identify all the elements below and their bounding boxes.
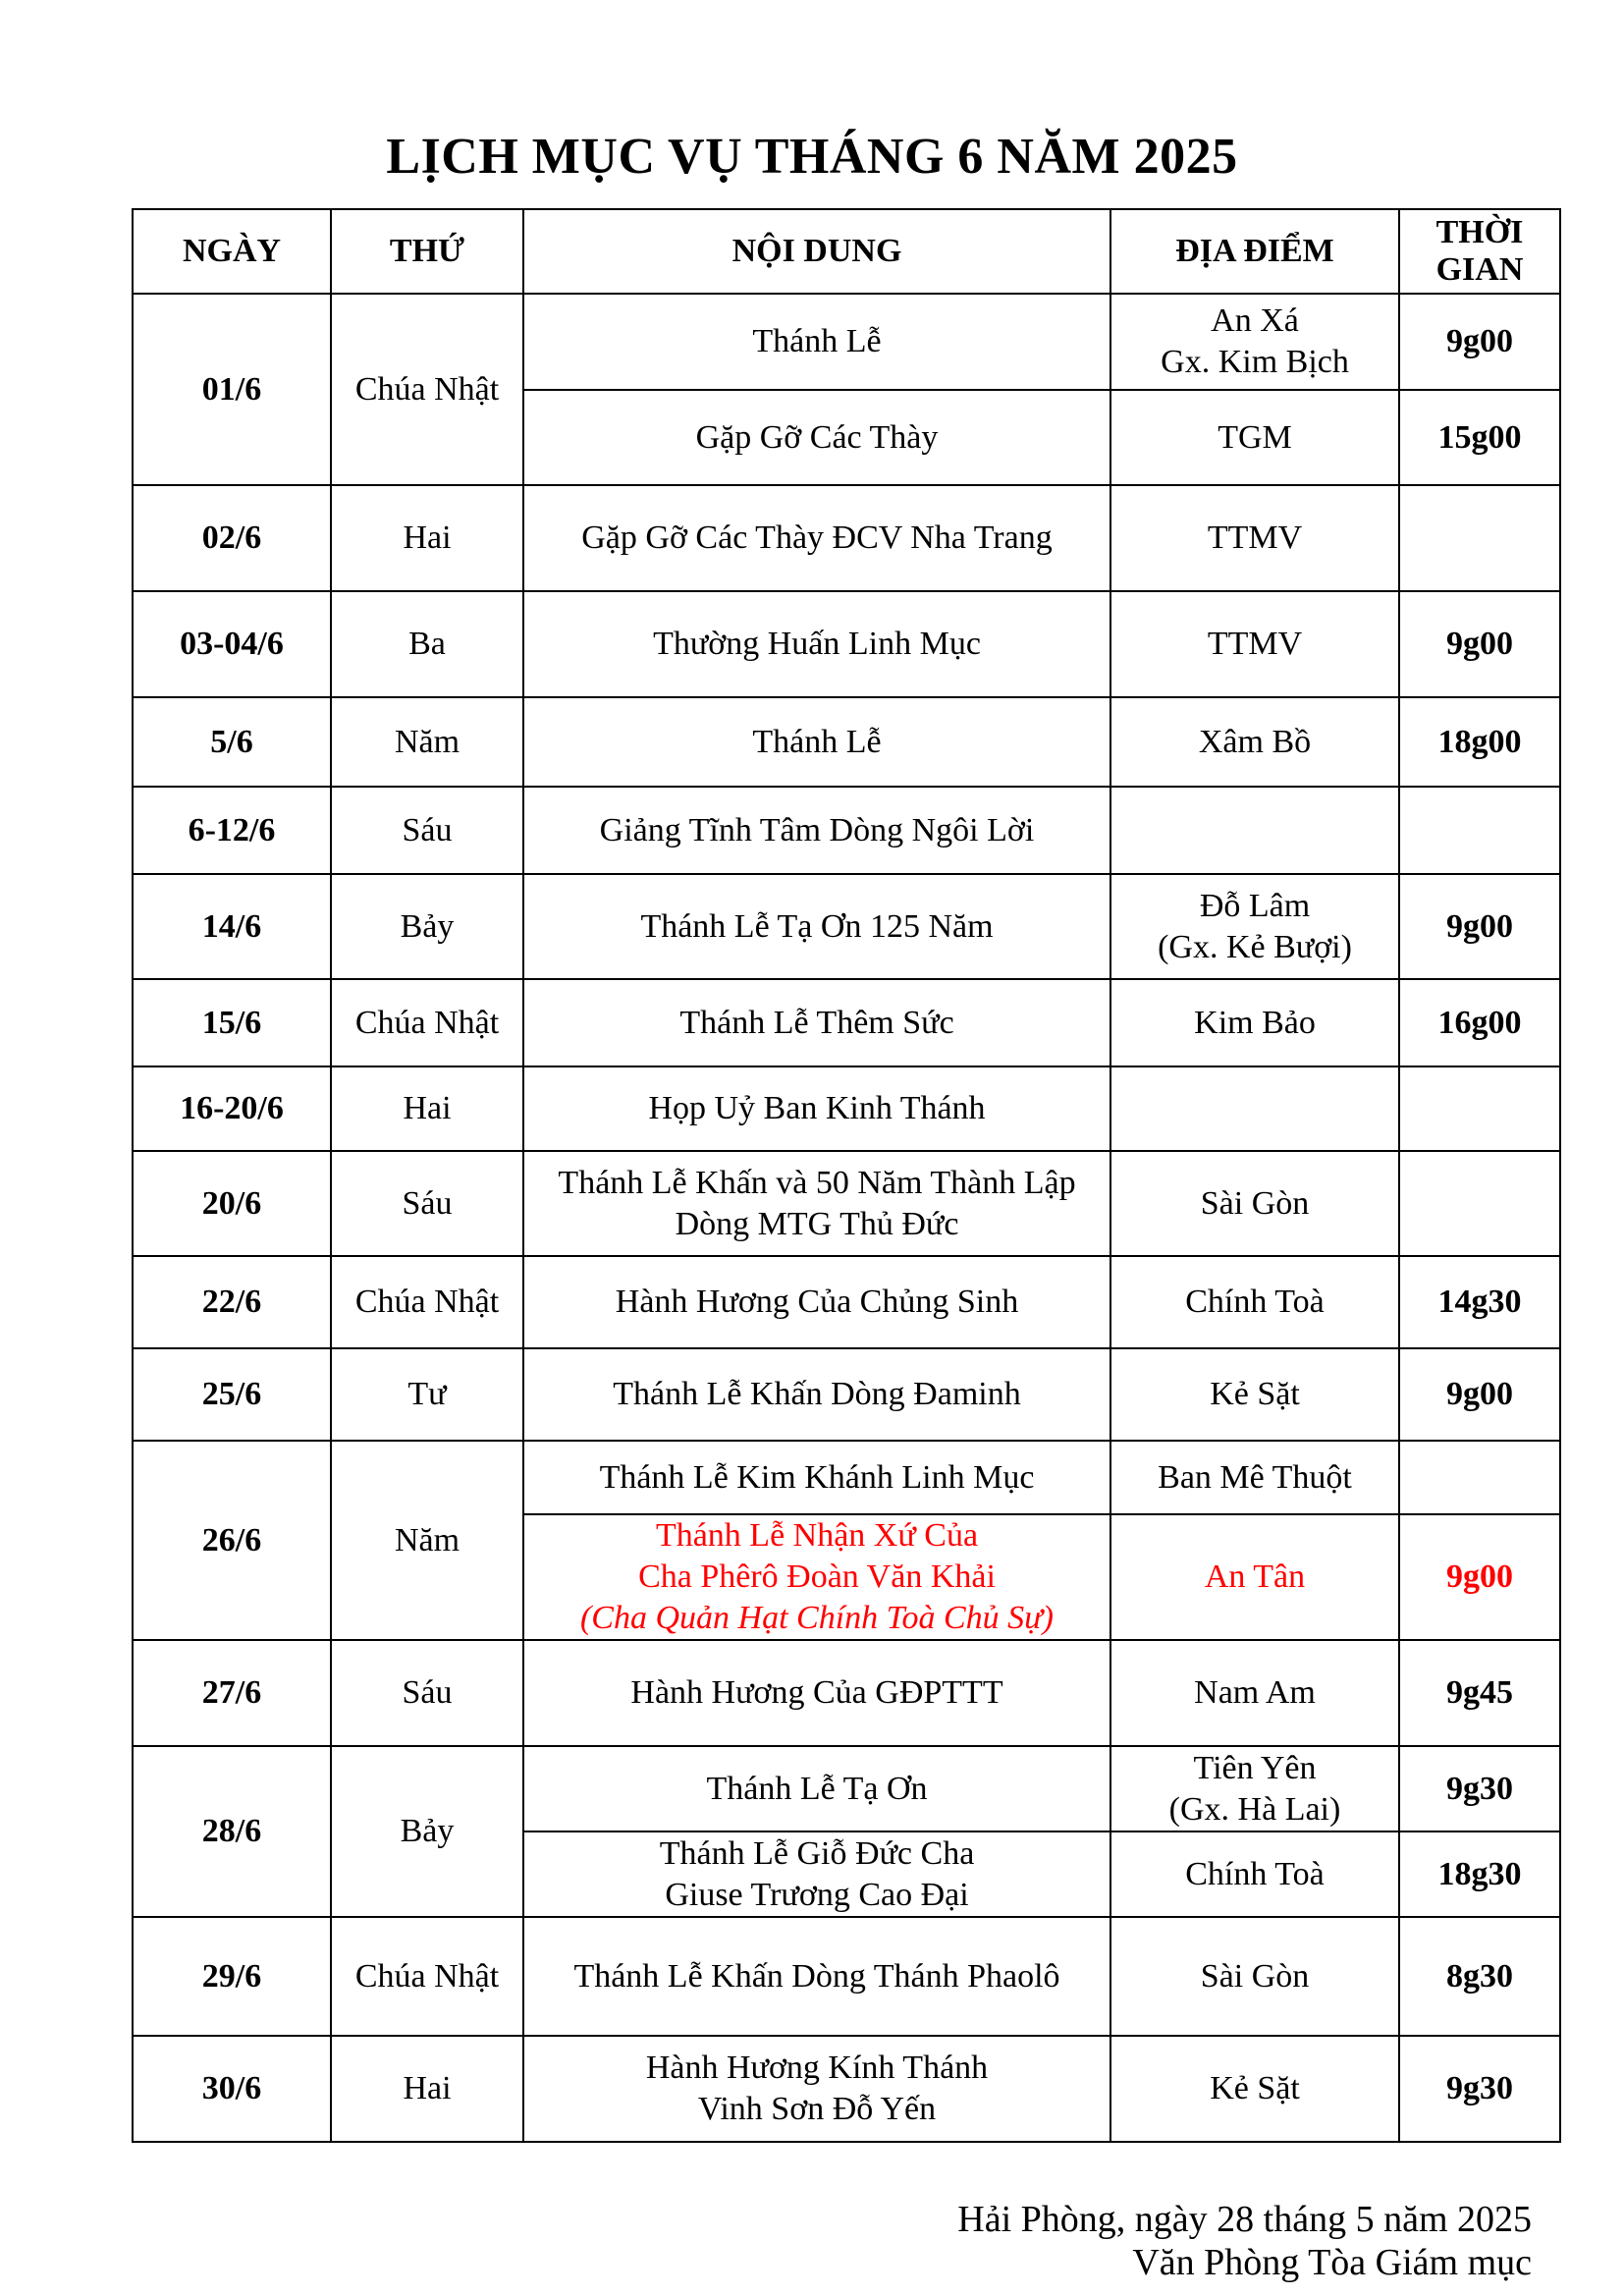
table-row xyxy=(133,874,1560,979)
place-line: TTMV xyxy=(1207,519,1303,556)
date-cell: 28/6 xyxy=(133,1746,331,1917)
time-cell xyxy=(1399,1151,1560,1256)
time-cell xyxy=(1399,485,1560,591)
place-cell xyxy=(1110,1066,1399,1151)
day-cell: Năm xyxy=(331,1441,523,1640)
place-line: Kẻ Sặt xyxy=(1210,1376,1300,1412)
content-line: Họp Uỷ Ban Kinh Thánh xyxy=(648,1090,986,1126)
date-cell: 02/6 xyxy=(133,485,331,591)
date-cell: 30/6 xyxy=(133,2036,331,2142)
place-line: An Tân xyxy=(1204,1558,1306,1595)
content-line: Giảng Tĩnh Tâm Dòng Ngôi Lời xyxy=(599,811,1035,848)
table-row xyxy=(133,1640,1560,1746)
content-line: Dòng MTG Thủ Đức xyxy=(675,1205,959,1242)
content-cell xyxy=(523,874,1110,979)
time-cell: 14g30 xyxy=(1399,1256,1560,1348)
table-row xyxy=(133,294,1560,390)
content-line: Thánh Lễ Khấn Dòng Đaminh xyxy=(613,1376,1021,1412)
place-line: TTMV xyxy=(1207,626,1303,662)
day-cell: Năm xyxy=(331,697,523,787)
content-cell xyxy=(523,591,1110,697)
day-cell: Chúa Nhật xyxy=(331,294,523,485)
time-cell: 16g00 xyxy=(1399,979,1560,1066)
content-cell xyxy=(523,1746,1110,1831)
date-cell: 27/6 xyxy=(133,1640,331,1746)
time-cell xyxy=(1399,787,1560,874)
content-cell xyxy=(523,390,1110,485)
header-day: THỨ xyxy=(331,209,523,294)
place-cell xyxy=(1110,2036,1399,2142)
place-cell xyxy=(1110,979,1399,1066)
time-cell: 9g00 xyxy=(1399,591,1560,697)
content-cell xyxy=(523,1066,1110,1151)
content-cell xyxy=(523,697,1110,787)
content-line: Gặp Gỡ Các Thày xyxy=(695,418,939,456)
header-date: NGÀY xyxy=(133,209,331,294)
day-cell: Tư xyxy=(331,1348,523,1441)
time-cell: 9g30 xyxy=(1399,1746,1560,1831)
content-line: Thánh Lễ Nhận Xứ Của xyxy=(655,1517,979,1554)
date-cell: 5/6 xyxy=(133,697,331,787)
content-line: Thánh Lễ Giỗ Đức Cha xyxy=(659,1834,975,1872)
table-row xyxy=(133,2036,1560,2142)
date-cell: 03-04/6 xyxy=(133,591,331,697)
header-content: NỘI DUNG xyxy=(523,209,1110,294)
content-line: Cha Phêrô Đoàn Văn Khải xyxy=(638,1558,996,1595)
date-cell: 22/6 xyxy=(133,1256,331,1348)
time-cell: 8g30 xyxy=(1399,1917,1560,2036)
place-cell xyxy=(1110,697,1399,787)
time-cell: 9g00 xyxy=(1399,1514,1560,1640)
time-cell: 9g00 xyxy=(1399,294,1560,390)
date-cell: 15/6 xyxy=(133,979,331,1066)
place-cell xyxy=(1110,591,1399,697)
date-cell: 6-12/6 xyxy=(133,787,331,874)
place-cell xyxy=(1110,294,1399,390)
table-row xyxy=(133,1348,1560,1441)
date-cell: 25/6 xyxy=(133,1348,331,1441)
date-cell: 14/6 xyxy=(133,874,331,979)
place-line: Xâm Bồ xyxy=(1198,723,1312,760)
place-cell xyxy=(1110,1151,1399,1256)
content-line: Gặp Gỡ Các Thày ĐCV Nha Trang xyxy=(581,519,1053,556)
place-line: (Gx. Hà Lai) xyxy=(1168,1790,1341,1828)
time-cell: 9g30 xyxy=(1399,2036,1560,2142)
footer-office: Văn Phòng Tòa Giám mục xyxy=(1132,2242,1532,2283)
time-cell: 9g00 xyxy=(1399,1348,1560,1441)
place-line: (Gx. Kẻ Bượi) xyxy=(1158,928,1352,965)
place-line: Kim Bảo xyxy=(1194,1004,1316,1041)
table-row xyxy=(133,1441,1560,1514)
place-line: Đỗ Lâm xyxy=(1199,887,1311,924)
header-place: ĐỊA ĐIỂM xyxy=(1110,209,1399,294)
content-cell xyxy=(523,2036,1110,2142)
time-cell: 18g00 xyxy=(1399,697,1560,787)
day-cell: Sáu xyxy=(331,787,523,874)
table-row xyxy=(133,1151,1560,1256)
content-line: Thánh Lễ Khấn Dòng Thánh Phaolô xyxy=(573,1957,1060,1995)
content-line: Thường Huấn Linh Mục xyxy=(653,626,981,662)
table-row xyxy=(133,1917,1560,2036)
schedule-table xyxy=(132,208,1561,2143)
time-cell xyxy=(1399,1441,1560,1514)
content-cell xyxy=(523,1917,1110,2036)
time-cell: 9g45 xyxy=(1399,1640,1560,1746)
place-cell xyxy=(1110,1640,1399,1746)
time-cell: 15g00 xyxy=(1399,390,1560,485)
footer-signature xyxy=(957,2198,1532,2284)
content-line: Thánh Lễ xyxy=(752,323,882,359)
footer-place-date: Hải Phòng, ngày 28 tháng 5 năm 2025 xyxy=(957,2199,1532,2240)
content-line: Hành Hương Kính Thánh xyxy=(645,2050,989,2086)
place-line: Sài Gòn xyxy=(1200,1957,1310,1995)
table-row xyxy=(133,697,1560,787)
table-row xyxy=(133,1066,1560,1151)
place-line: An Xá xyxy=(1211,302,1299,339)
place-cell xyxy=(1110,1746,1399,1831)
content-line: Thánh Lễ Khấn và 50 Năm Thành Lập xyxy=(558,1164,1076,1201)
table-row xyxy=(133,485,1560,591)
content-note: (Cha Quản Hạt Chính Toà Chủ Sự) xyxy=(579,1600,1054,1636)
date-cell: 16-20/6 xyxy=(133,1066,331,1151)
place-cell xyxy=(1110,874,1399,979)
day-cell: Hai xyxy=(331,2036,523,2142)
content-cell xyxy=(523,1441,1110,1514)
date-cell: 26/6 xyxy=(133,1441,331,1640)
header-time: THỜI GIAN xyxy=(1399,209,1560,294)
content-line: Thánh Lễ xyxy=(752,723,882,760)
place-line: Nam Am xyxy=(1194,1674,1316,1711)
day-cell: Sáu xyxy=(331,1151,523,1256)
table-row xyxy=(133,1256,1560,1348)
place-line: Ban Mê Thuột xyxy=(1158,1458,1352,1496)
content-line: Giuse Trương Cao Đại xyxy=(665,1876,969,1913)
day-cell: Bảy xyxy=(331,1746,523,1917)
content-cell xyxy=(523,294,1110,390)
place-line: Kẻ Sặt xyxy=(1210,2070,1300,2106)
place-cell xyxy=(1110,1514,1399,1640)
place-line: Tiên Yên xyxy=(1193,1749,1317,1786)
day-cell: Hai xyxy=(331,1066,523,1151)
day-cell: Chúa Nhật xyxy=(331,1917,523,2036)
date-cell: 20/6 xyxy=(133,1151,331,1256)
day-cell: Ba xyxy=(331,591,523,697)
time-cell: 9g00 xyxy=(1399,874,1560,979)
table-row xyxy=(133,787,1560,874)
content-cell xyxy=(523,1514,1110,1640)
content-cell xyxy=(523,1640,1110,1746)
content-cell xyxy=(523,787,1110,874)
table-row xyxy=(133,591,1560,697)
header-row xyxy=(133,209,1560,294)
content-line: Thánh Lễ Thêm Sức xyxy=(679,1004,954,1041)
date-cell: 01/6 xyxy=(133,294,331,485)
content-cell xyxy=(523,1348,1110,1441)
content-cell xyxy=(523,485,1110,591)
place-cell xyxy=(1110,1348,1399,1441)
day-cell: Hai xyxy=(331,485,523,591)
place-line: Gx. Kim Bịch xyxy=(1161,344,1349,380)
table-row xyxy=(133,1746,1560,1831)
content-line: Thánh Lễ Kim Khánh Linh Mục xyxy=(599,1458,1035,1496)
place-cell xyxy=(1110,1831,1399,1917)
page-title: LỊCH MỤC VỤ THÁNG 6 NĂM 2025 xyxy=(386,129,1238,185)
table-row xyxy=(133,979,1560,1066)
time-cell xyxy=(1399,1066,1560,1151)
place-cell xyxy=(1110,1917,1399,2036)
content-line: Thánh Lễ Tạ Ơn 125 Năm xyxy=(640,907,994,945)
time-cell: 18g30 xyxy=(1399,1831,1560,1917)
place-cell xyxy=(1110,787,1399,874)
content-line: Thánh Lễ Tạ Ơn xyxy=(706,1770,928,1807)
place-line: Chính Toà xyxy=(1185,1284,1325,1320)
content-cell xyxy=(523,1151,1110,1256)
place-cell xyxy=(1110,1441,1399,1514)
content-cell xyxy=(523,979,1110,1066)
place-cell xyxy=(1110,390,1399,485)
schedule-body xyxy=(133,294,1560,2142)
place-line: Sài Gòn xyxy=(1200,1184,1310,1222)
content-line: Hành Hương Của GĐPTTT xyxy=(630,1674,1003,1711)
content-cell xyxy=(523,1831,1110,1917)
day-cell: Chúa Nhật xyxy=(331,979,523,1066)
day-cell: Sáu xyxy=(331,1640,523,1746)
place-cell xyxy=(1110,485,1399,591)
place-cell xyxy=(1110,1256,1399,1348)
content-line: Vinh Sơn Đỗ Yến xyxy=(697,2091,937,2127)
place-line: TGM xyxy=(1218,418,1292,456)
place-line: Chính Toà xyxy=(1185,1855,1325,1892)
day-cell: Chúa Nhật xyxy=(331,1256,523,1348)
content-line: Hành Hương Của Chủng Sinh xyxy=(615,1284,1019,1320)
content-cell xyxy=(523,1256,1110,1348)
day-cell: Bảy xyxy=(331,874,523,979)
date-cell: 29/6 xyxy=(133,1917,331,2036)
